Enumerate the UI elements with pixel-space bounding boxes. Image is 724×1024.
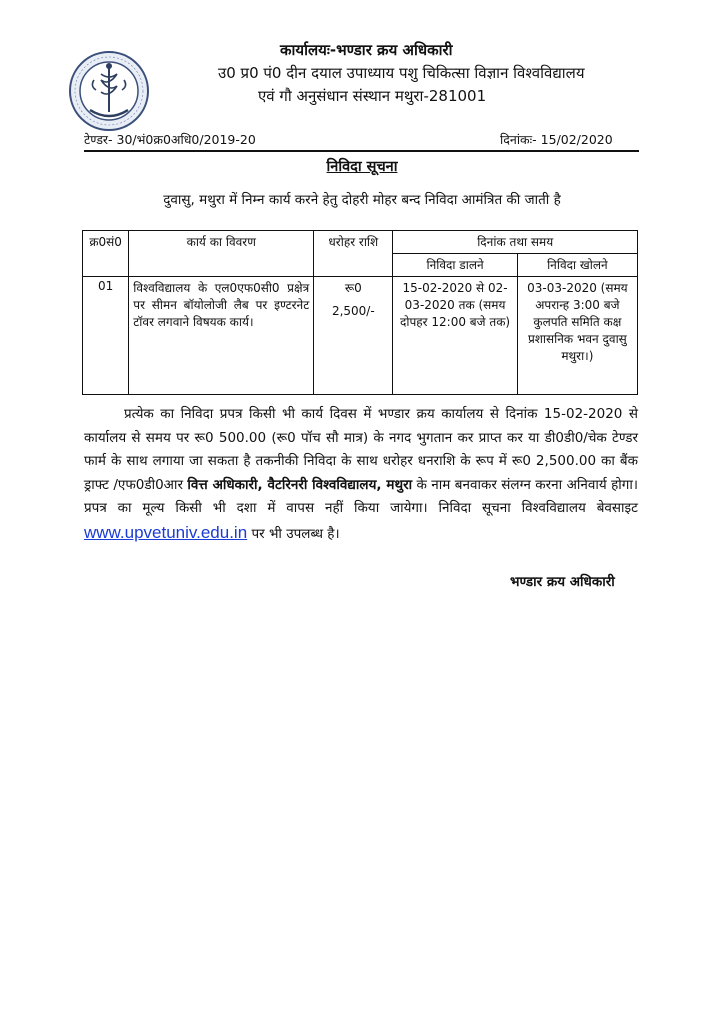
col-header-work: कार्य का विवरण [129, 231, 314, 277]
tender-number: टेण्डर- 30/भं0क्र0अधि0/2019-20 [84, 132, 256, 147]
institute-name: एवं गौ अनुसंधान संस्थान मथुरा-281001 [258, 87, 487, 105]
col-header-open: निविदा खोलने [517, 254, 637, 277]
col-header-submit: निविदा डालने [393, 254, 517, 277]
tender-table [82, 230, 638, 395]
table-row [83, 277, 638, 395]
deposit-amount: 2,500/- [331, 304, 375, 318]
header-divider [84, 150, 639, 152]
university-name: उ0 प्र0 पं0 दीन दयाल उपाध्याय पशु चिकित्सा विज्ञान विश्वविद्यालय [218, 64, 585, 82]
cell-work: विश्वविद्यालय के एल0एफ0सी0 प्रक्षेत्र पर सीमन बॉयोलोजी लैब पर इण्टरनेट टॉवर लगवाने विषयक कार्य। [129, 277, 314, 395]
university-seal-logo [68, 50, 150, 132]
signature-designation: भण्डार क्रय अधिकारी [510, 574, 615, 590]
para-end: पर भी उपलब्ध है। [247, 525, 340, 542]
col-header-datetime: दिनांक तथा समय [393, 231, 638, 254]
cell-open: 03-03-2020 (समय अपरान्ह 3:00 बजे कुलपति समिति कक्ष प्रशासनिक भवन दुवासु मथुरा।) [517, 277, 637, 395]
cell-deposit [314, 277, 393, 395]
notice-intro: दुवासु, मथुरा में निम्न कार्य करने हेतु दोहरी मोहर बन्द निविदा आमंत्रित की जाती है [163, 192, 561, 208]
notice-date: दिनांकः- 15/02/2020 [500, 132, 613, 147]
col-header-sr: क्र0सं0 [83, 231, 129, 277]
notice-paragraph [84, 403, 638, 546]
notice-heading: निविदा सूचना [326, 159, 398, 175]
cell-sr: 01 [83, 277, 129, 395]
para-start: प्रत्येक का निविदा प्रपत्र किसी भी कार्य दिवस में भण्डार क्रय कार्यालय से दिनांक 15-02-2020 से कार्यालय से समय पर रू0 500.00 (रू0 पॉच सौ मात्र) के नगद भुगतान कर प्राप्त कर या डी0डी0/चेक टेण्डर फार्म के साथ लगाया जा सकता है तकनीकी निविदा के साथ धरोहर धनराशि के रूप में रू0 2,500.00 का बैंक ड्राफ्ट /एफ0डी0आर [84, 406, 638, 493]
university-website-link[interactable]: www.upvetuniv.edu.in [84, 522, 248, 542]
deposit-unit: रू0 [344, 281, 362, 295]
para-mid: के नाम बनवाकर संलग्न करना अनिवार्य होगा। प्रपत्र का मूल्य किसी भी दशा में वापस नहीं किया जायेगा। निविदा सूचना विश्वविद्यालय बेवसाइट [84, 476, 638, 516]
office-title: कार्यालयः-भण्डार क्रय अधिकारी [280, 41, 453, 59]
table-header-row [83, 231, 638, 254]
cell-submit: 15-02-2020 से 02-03-2020 तक (समय दोपहर 12:00 बजे तक) [393, 277, 517, 395]
col-header-deposit: धरोहर राशि [314, 231, 393, 277]
finance-officer-name: वित्त अधिकारी, वैटरिनरी विश्वविद्यालय, मथुरा [187, 476, 413, 493]
